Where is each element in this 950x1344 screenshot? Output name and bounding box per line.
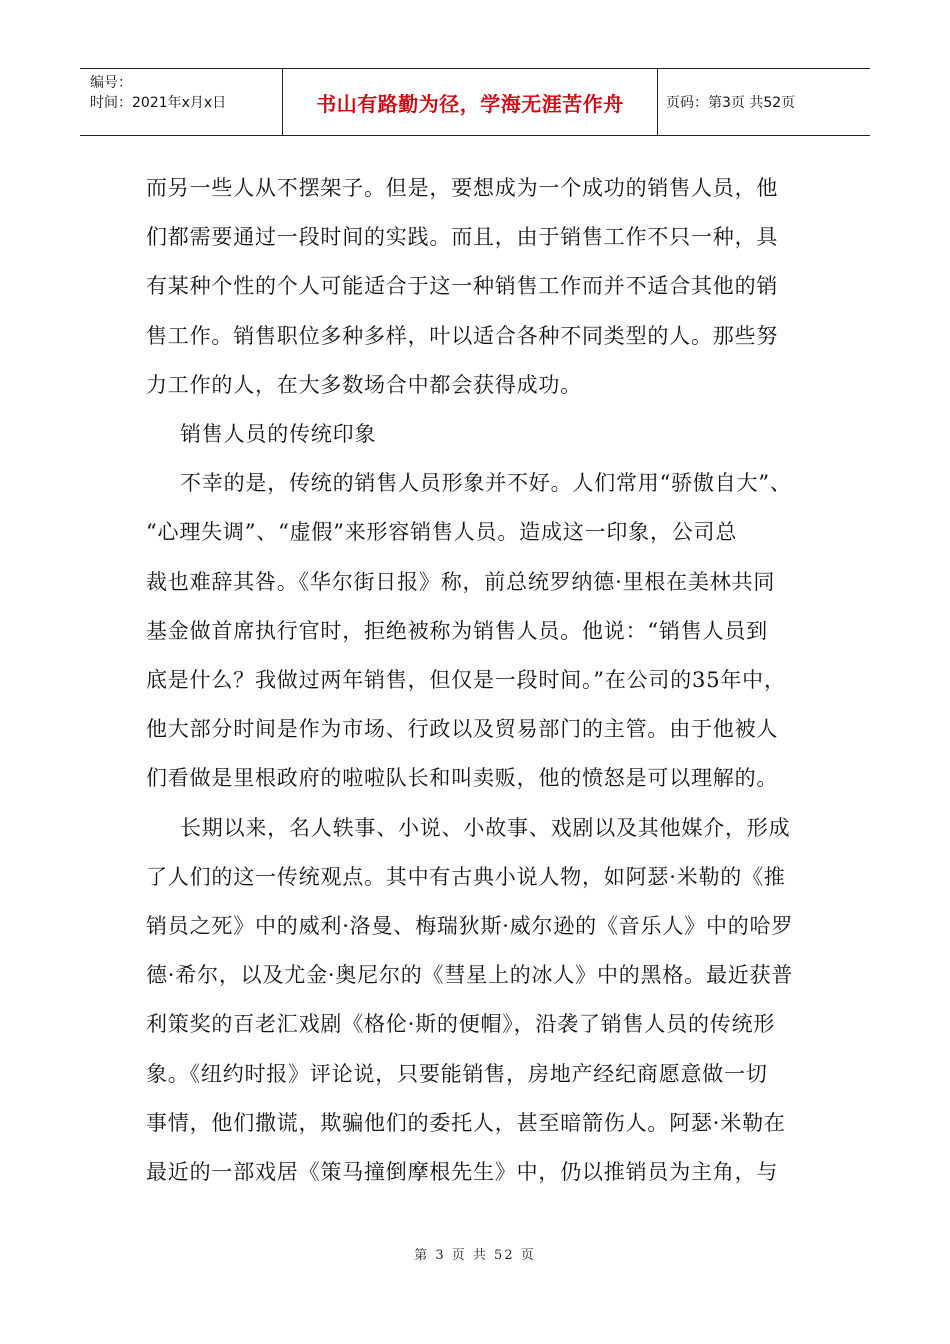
page-header — [80, 68, 870, 136]
header-meta-cell — [80, 69, 283, 135]
body-line: 他大部分时间是作为市场、行政以及贸易部门的主管。由于他被人 — [146, 717, 779, 742]
body-line: 了人们的这一传统观点。其中有古典小说人物，如阿瑟·米勒的《推 — [146, 864, 786, 889]
body-line: 们看做是里根政府的啦啦队长和叫卖贩，他的愤怒是可以理解的。 — [146, 766, 779, 791]
body-line: 而另一些人从不摆架子。但是，要想成为一个成功的销售人员，他 — [146, 176, 779, 200]
page-footer — [0, 1244, 950, 1263]
body-line: 长期以来，名人轶事、小说、小故事、戏剧以及其他媒介，形成 — [180, 815, 791, 840]
body-line: 基金做首席执行官时，拒绝被称为销售人员。他说：“销售人员到 — [146, 618, 768, 643]
body-line: 不幸的是，传统的销售人员形象并不好。人们常用“骄傲自大”、 — [180, 471, 792, 496]
date-label: 时间：2021年x月x日 — [90, 95, 227, 111]
document-body — [146, 164, 806, 1197]
section-heading: 销售人员的传统印象 — [180, 422, 377, 447]
body-line: 德·希尔，以及尤金·奥尼尔的《彗星上的冰人》中的黑格。最近获普 — [146, 963, 794, 988]
body-line: 象。《纽约时报》评论说，只要能销售，房地产经纪商愿意做一切 — [146, 1061, 768, 1086]
body-line: 力工作的人，在大多数场合中都会获得成功。 — [146, 372, 582, 397]
serial-number-label: 编号： — [90, 75, 132, 91]
footer-page-number: 第 3 页 共 52 页 — [414, 1248, 536, 1263]
body-line: 售工作。销售职位多种多样，叶以适合各种不同类型的人。那些努 — [146, 323, 779, 348]
body-line: 事情，他们撒谎，欺骗他们的委托人，甚至暗箭伤人。阿瑟·米勒在 — [146, 1110, 786, 1135]
body-line: 有某种个性的个人可能适合于这一种销售工作而并不适合其他的销 — [146, 274, 779, 299]
header-motto-cell — [283, 69, 658, 135]
body-line: “心理失调”、“虚假”来形容销售人员。造成这一印象，公司总 — [146, 520, 738, 545]
body-line: 们都需要通过一段时间的实践。而且，由于销售工作不只一种，具 — [146, 225, 779, 250]
body-line: 底是什么？我做过两年销售，但仅是一段时间。”在公司的35年中， — [146, 668, 786, 693]
body-line: 销员之死》中的威利·洛曼、梅瑞狄斯·威尔逊的《音乐人》中的哈罗 — [146, 914, 794, 939]
page-info: 页码：第3页 共52页 — [666, 95, 796, 111]
body-line: 利策奖的百老汇戏剧《格伦·斯的便帽》，沿袭了销售人员的传统形 — [146, 1012, 776, 1037]
body-line: 裁也难辞其咎。《华尔街日报》称，前总统罗纳德·里根在美林共同 — [146, 569, 776, 594]
body-line: 最近的一部戏居《策马撞倒摩根先生》中，仍以推销员为主角，与 — [146, 1160, 779, 1185]
motto-text: 书山有路勤为径，学海无涯苦作舟 — [316, 91, 624, 116]
header-page-cell — [658, 69, 870, 135]
